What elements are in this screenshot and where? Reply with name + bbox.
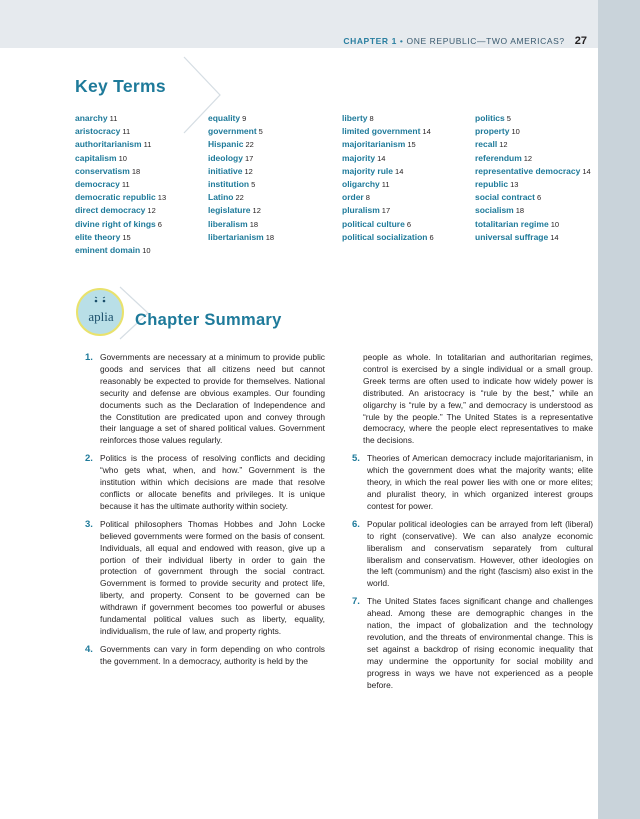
key-term [475, 138, 615, 151]
key-term-word: majoritarianism [342, 139, 406, 150]
key-term-word: order [342, 192, 364, 203]
key-term-word: property [475, 126, 510, 137]
key-term-page: 11 [121, 179, 130, 189]
key-term-word: conservatism [75, 165, 130, 176]
summary-item-number: 1. [85, 352, 93, 363]
key-term-word: representative democracy [475, 165, 581, 176]
summary-item [78, 453, 325, 513]
summary-item-text: Political philosophers Thomas Hobbes and John Locke believed governments were formed on the basis of consent. Individuals, all equal and endowed with reason, give up a portion of their individual liberty in order to gain the protection of government through the social contract. Government is formed to provide security and protect life, liberty, and property. Consent to be governed can be withdrawn if government becomes too powerful or abuses fundamental political values such as liberty, equality, individualism, the rule of law, and property rights. [100, 518, 325, 636]
key-term [75, 204, 215, 217]
key-term-page: 8 [365, 193, 370, 203]
key-term [475, 204, 615, 217]
key-term-word: eminent domain [75, 244, 141, 255]
key-terms-heading: Key Terms [75, 76, 166, 96]
key-term [475, 231, 615, 244]
key-term-word: libertarianism [208, 231, 264, 242]
key-term-page: 18 [249, 219, 259, 229]
key-term-page: 14 [550, 232, 559, 242]
key-term-page: 15 [122, 232, 131, 242]
summary-item-text: Governments are necessary at a minimum to provide public goods and services that all citizens need but cannot reasonably be expected to provide for themselves. National security and defense are obvious examples. Our founding documents such as the Declaration of Independence and the Constitution are predicated upon and convey through their language a set of shared political values. Government reinforces those values regularly. [100, 352, 325, 446]
key-term [342, 218, 482, 231]
key-term [208, 218, 348, 231]
key-term [342, 178, 482, 191]
key-term-page: 5 [251, 179, 256, 189]
key-term-page: 9 [242, 114, 247, 123]
key-term-page: 8 [369, 114, 374, 123]
key-term-page: 10 [550, 219, 560, 229]
summary-item-text: Governments can vary in form depending on who controls the government. In a democracy, authority is held by the [100, 643, 325, 666]
key-term-page: 18 [515, 206, 525, 216]
key-term-word: capitalism [75, 152, 117, 163]
key-term [208, 191, 348, 204]
key-term-page: 12 [252, 206, 261, 216]
key-term [75, 152, 215, 165]
key-term [208, 112, 348, 125]
summary-item [78, 519, 325, 638]
key-term-word: authoritarianism [75, 139, 142, 150]
key-term-page: 10 [142, 245, 151, 255]
terms-column-2 [208, 112, 348, 244]
summary-column-right [345, 352, 593, 697]
summary-item [345, 453, 593, 513]
key-term [475, 178, 615, 191]
key-term-word: oligarchy [342, 178, 380, 189]
key-term-page: 10 [511, 127, 520, 137]
key-term [75, 244, 215, 257]
key-term-page: 6 [537, 193, 542, 203]
key-term [75, 138, 215, 151]
key-term-page: 14 [422, 127, 431, 137]
key-term-word: political socialization [342, 231, 428, 242]
key-term [75, 191, 215, 204]
key-term [342, 204, 482, 217]
key-term-page: 6 [157, 219, 162, 229]
key-term [342, 125, 482, 138]
key-term-page: 11 [143, 140, 152, 150]
key-term-word: divine right of kings [75, 218, 156, 229]
key-term-page: 18 [131, 166, 141, 176]
key-term-page: 12 [147, 206, 156, 216]
key-term [75, 218, 215, 231]
key-term-word: equality [208, 113, 241, 123]
summary-column-left [78, 352, 325, 674]
key-term [208, 165, 348, 178]
key-term-word: socialism [475, 205, 514, 216]
summary-item-number: 6. [352, 518, 360, 530]
summary-item [345, 596, 593, 691]
key-term [75, 165, 215, 178]
key-term [342, 165, 482, 178]
key-term [475, 218, 615, 231]
key-term-word: government [208, 126, 257, 137]
key-term [208, 138, 348, 151]
key-term-word: political culture [342, 218, 405, 229]
bullet-separator: • [399, 36, 404, 46]
key-term-word: liberty [342, 113, 368, 123]
page-number: 27 [574, 35, 587, 47]
key-term-page: 10 [118, 153, 127, 163]
summary-item-number: 7. [352, 596, 360, 608]
chapter-label: CHAPTER 1 [343, 36, 397, 46]
key-term [475, 125, 615, 138]
key-term-page: 13 [157, 193, 167, 203]
key-term [75, 112, 215, 125]
key-term-word: democracy [75, 178, 120, 189]
terms-column-1 [75, 112, 215, 257]
key-term-word: direct democracy [75, 205, 146, 216]
key-term-word: Hispanic [208, 139, 244, 150]
summary-item-text: The United States faces significant change and challenges ahead. Among these are demographic changes in the nation, the impact of globalization and the technology revolution, and the threats of environmental change. This is set against a backdrop of rising economic inequality that may undermine the opportunity for social mobility and progress in ways we have not experienced as a people before. [367, 596, 593, 690]
key-term-page: 5 [506, 114, 511, 123]
key-term-page: 6 [406, 219, 411, 229]
key-term-page: 12 [244, 166, 253, 176]
key-term [208, 152, 348, 165]
key-term-word: majority rule [342, 165, 394, 176]
key-term [208, 178, 348, 191]
summary-item-number: 4. [85, 643, 93, 655]
key-term-word: pluralism [342, 205, 380, 216]
key-term-page: 14 [395, 166, 404, 176]
key-term [75, 178, 215, 191]
key-term-page: 5 [258, 127, 263, 137]
key-term-page: 22 [235, 193, 244, 203]
summary-item-text: Popular political ideologies can be arrayed from left (liberal) to right (conservative). We can also analyze economic liberalism and conservatism separately from cultural liberalism and conservatism. However, other ideologies on the left (communism) and the right (fascism) also exist in the world. [367, 518, 593, 589]
key-term-word: elite theory [75, 231, 121, 242]
key-term [342, 112, 482, 125]
key-term [342, 138, 482, 151]
key-term-page: 17 [244, 153, 254, 163]
key-term-word: politics [475, 113, 505, 123]
key-term-word: republic [475, 178, 509, 189]
key-term-word: Latino [208, 192, 234, 203]
key-term-word: totalitarian regime [475, 218, 549, 229]
key-term [342, 152, 482, 165]
summary-item-text: Politics is the process of resolving conflicts and deciding “who gets what, when, and how.” Government is the institution within which decisions are made that resolve conflicts or allocate benefits and privileges. It is unique because it has the ultimate authority within society. [100, 453, 325, 511]
key-term [208, 125, 348, 138]
key-term-word: anarchy [75, 113, 108, 123]
summary-item-text: people as whole. In totalitarian and authoritarian regimes, control is exercised by a single individual or a small group. Greek terms are often used to indicate how widely power is distributed. An aristocracy is “rule by the best,” while an oligarchy is “rule by a few,” and democracy is understood as “rule by the people.” The United States is a representative democracy, where the people elect representatives to make the decisions. [363, 352, 593, 446]
key-term-page: 11 [122, 127, 131, 137]
key-term-page: 17 [381, 206, 391, 216]
summary-item-number: 5. [352, 453, 360, 465]
summary-item-text: Theories of American democracy include majoritarianism, in which the government does what the majority wants; elite theory, in which the real power lies with one or more elites; and pluralist theory, in which organized interest groups contest for power. [367, 453, 593, 511]
key-term-word: legislature [208, 205, 251, 216]
key-term-word: majority [342, 152, 376, 163]
key-term-page: 22 [245, 140, 254, 150]
chapter-summary-heading: Chapter Summary [135, 311, 282, 329]
key-term [75, 231, 215, 244]
key-term-word: initiative [208, 165, 243, 176]
key-term [475, 112, 615, 125]
terms-column-4 [475, 112, 615, 244]
key-term-page: 11 [109, 114, 118, 123]
key-term [342, 191, 482, 204]
key-term-page: 13 [510, 179, 519, 189]
key-term-word: referendum [475, 152, 522, 163]
key-term-word: institution [208, 178, 250, 189]
key-term-word: limited government [342, 126, 421, 137]
terms-column-3 [342, 112, 482, 244]
key-term-page: 18 [265, 232, 275, 242]
key-term [208, 204, 348, 217]
summary-item-number: 2. [85, 453, 93, 465]
key-term-word: universal suffrage [475, 231, 549, 242]
key-term-page: 12 [499, 140, 508, 150]
aplia-face-icon [85, 293, 115, 309]
aplia-logo-text: aplia [88, 309, 114, 324]
key-term-word: democratic republic [75, 192, 156, 203]
key-term-page: 14 [582, 166, 591, 176]
key-term-word: aristocracy [75, 126, 121, 137]
running-header [343, 35, 587, 47]
key-term-page: 12 [523, 153, 533, 163]
summary-item-continued [345, 352, 593, 447]
key-term-word: ideology [208, 152, 243, 163]
key-term-word: recall [475, 139, 498, 150]
key-term-page: 11 [381, 179, 390, 189]
key-term [75, 125, 215, 138]
key-term-word: social contract [475, 192, 535, 203]
summary-item [78, 352, 325, 447]
key-term-word: liberalism [208, 218, 248, 229]
key-term [475, 191, 615, 204]
chapter-title: ONE REPUBLIC—TWO AMERICAS? [406, 36, 565, 46]
key-term-page: 14 [377, 153, 386, 163]
key-term [475, 165, 615, 178]
key-term-page: 15 [407, 140, 416, 150]
key-term [342, 231, 482, 244]
summary-item [345, 519, 593, 590]
key-term [208, 231, 348, 244]
summary-item [78, 644, 325, 668]
key-term [475, 152, 615, 165]
key-term-page: 6 [429, 232, 434, 242]
summary-item-number: 3. [85, 518, 93, 530]
